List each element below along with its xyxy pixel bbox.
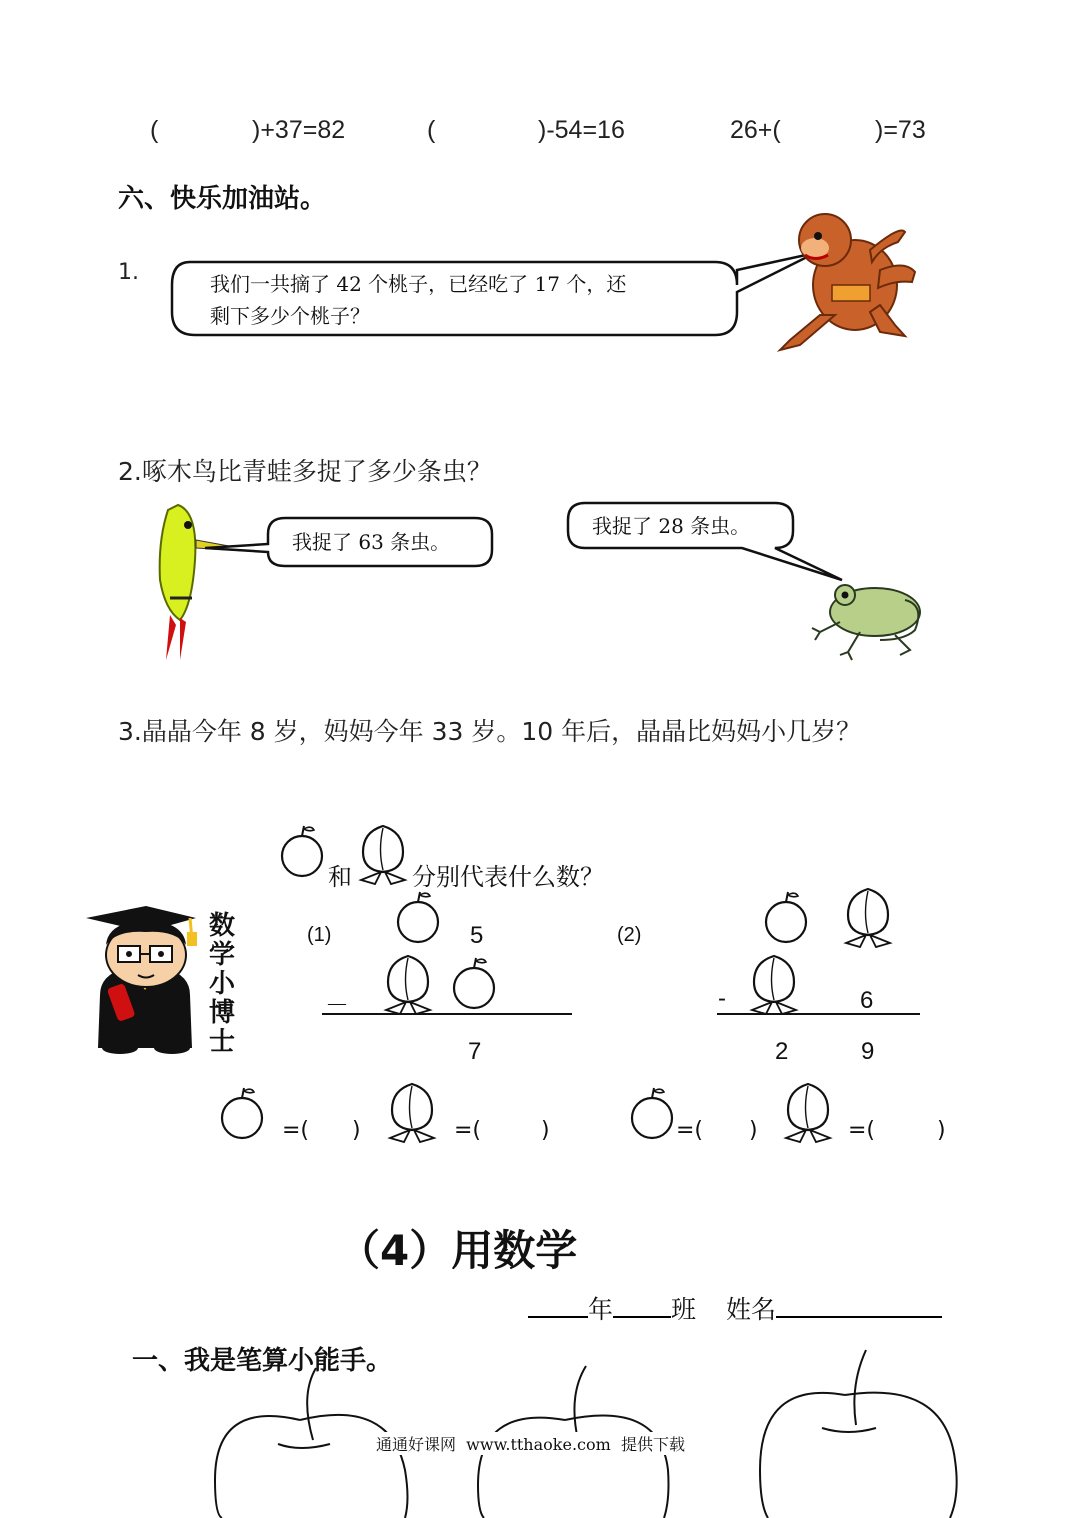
peach-icon — [752, 956, 796, 1014]
apple-outline-icon — [760, 1350, 957, 1518]
apple-icon — [398, 892, 438, 942]
name-label: 姓名 — [726, 1295, 777, 1324]
doctor-label-char: 士 — [208, 1027, 235, 1057]
question-2-text: 2.啄木鸟比青蛙多捉了多少条虫？ — [118, 457, 492, 486]
answer-peach-2-close: ) — [937, 1118, 946, 1143]
class-blank[interactable] — [613, 1292, 671, 1318]
peach-icon — [846, 889, 890, 947]
footer-watermark: 通通好课网 www.tthaoke.com 提供下载 — [376, 1432, 685, 1455]
answer-apple-2-open: =( — [676, 1118, 704, 1143]
apple-icon — [766, 892, 806, 942]
doctor-label-char: 数 — [208, 911, 235, 941]
peach-icon — [390, 1084, 434, 1142]
apple-icon — [454, 958, 494, 1008]
woodpecker-icon — [160, 505, 262, 660]
puzzle-question: 分别代表什么数？ — [412, 863, 604, 891]
peach-icon — [786, 1084, 830, 1142]
equation-2-left: ( — [427, 116, 436, 144]
puzzle-2-result-ones: 9 — [861, 1038, 875, 1065]
frog-bubble-text: 我捉了 28 条虫。 — [592, 514, 751, 538]
monkey-bubble-line-2: 剩下多少个桃子？ — [210, 304, 370, 328]
answer-apple-2-close: ) — [749, 1118, 758, 1143]
grade-blank[interactable] — [528, 1292, 588, 1318]
apple-icon — [632, 1088, 672, 1138]
answer-apple-1-close: ) — [352, 1118, 361, 1143]
section-4-part-1-heading: 一、我是笔算小能手。 — [132, 1346, 393, 1376]
doctor-label-char: 博 — [208, 998, 235, 1028]
equation-1-left: ( — [150, 116, 159, 144]
doctor-label-char: 学 — [208, 940, 235, 970]
equation-3-left: 26+( — [730, 116, 781, 144]
section-heading-6: 六、快乐加油站。 — [118, 184, 327, 214]
peach-icon — [386, 956, 430, 1014]
question-1-number: 1. — [118, 260, 139, 285]
puzzle-1-top-digit: 5 — [470, 922, 484, 949]
monkey-bubble-line-1: 我们一共摘了 42 个桃子，已经吃了 17 个，还 — [210, 272, 627, 296]
answer-peach-1-open: =( — [454, 1118, 482, 1143]
puzzle-2-minus: - — [718, 985, 726, 1012]
section-4-title: （4）用数学 — [338, 1226, 578, 1275]
frog-icon — [812, 585, 920, 660]
equation-1-right: )+37=82 — [252, 116, 346, 144]
apple-icon — [282, 826, 322, 876]
grade-label: 年 — [588, 1295, 614, 1324]
question-3-text: 3.晶晶今年 8 岁，妈妈今年 33 岁。10 年后，晶晶比妈妈小几岁？ — [118, 717, 862, 746]
puzzle-2-second-digit: 6 — [860, 987, 874, 1014]
peach-icon — [361, 826, 405, 884]
answer-apple-1-open: =( — [282, 1118, 310, 1143]
puzzle-2-label: (2) — [617, 924, 642, 946]
answer-peach-2-open: =( — [848, 1118, 876, 1143]
puzzle-1-label: (1) — [307, 924, 332, 946]
doctor-label-char: 小 — [208, 969, 235, 999]
name-blank[interactable] — [776, 1292, 942, 1318]
class-label: 班 — [671, 1295, 697, 1324]
puzzle-1-minus: － — [325, 992, 349, 1019]
doctor-cartoon-icon — [86, 906, 197, 1054]
student-info-line — [528, 1290, 942, 1326]
woodpecker-bubble-text: 我捉了 63 条虫。 — [292, 530, 451, 554]
puzzle-connector: 和 — [328, 863, 352, 891]
equation-2-right: )-54=16 — [538, 116, 625, 144]
answer-peach-1-close: ) — [541, 1118, 550, 1143]
equation-3-right: )=73 — [875, 116, 926, 144]
doctor-label — [206, 912, 238, 1057]
puzzle-2-result-tens: 2 — [775, 1038, 789, 1065]
puzzle-1-result: 7 — [468, 1038, 482, 1065]
apple-icon — [222, 1088, 262, 1138]
monkey-icon — [780, 214, 915, 350]
